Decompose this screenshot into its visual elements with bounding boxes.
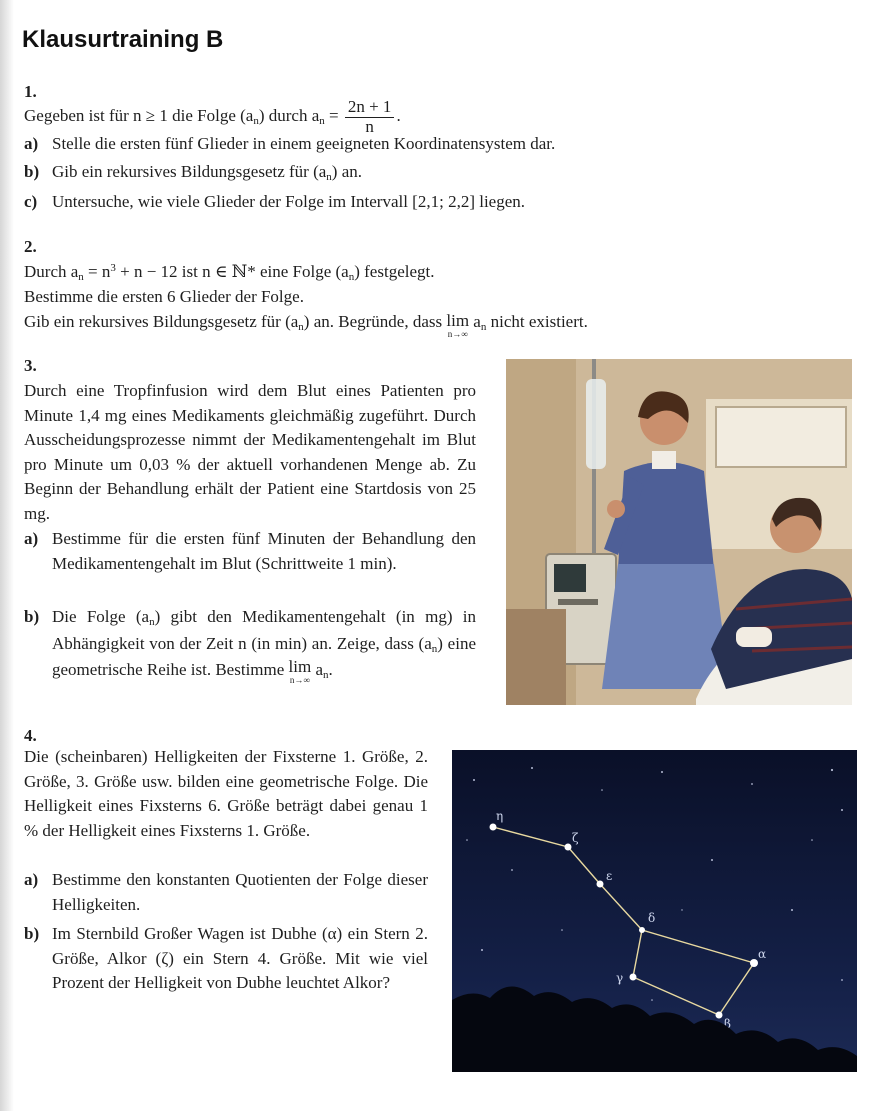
task-2-line-1: Durch an = $n^3 + n - 12$ ist n ∈ ℕ* eine Folge (an) festgelegt. [24,262,435,283]
task-3b: b) Die Folge (an) gibt den Medikamentengehalt (in mg) in Abhängigkeit von der Zeit n (in min) an. Zeige, dass (an) eine geometrische Reihe ist. Bestimme lim n→∞ an. [24,607,476,685]
infusion-photo [506,359,852,705]
label-alpha: α [758,947,767,961]
task-2-number: 2. [24,237,37,256]
task-3-intro: Durch eine Tropfinfusion wird dem Blut eines Patienten pro Minute 1,4 mg eines Medikaments gleichmäßig zugeführt. Durch Ausscheidungsprozesse nimmt der Medikamentengehalt im Blut pro Minute um 0,03 % der aktuell vorhandenen Menge ab. Zu Beginn der Behandlung erhält der Patient eine Startdosis von 25 mg. [24,381,476,523]
star-delta [639,927,645,933]
label-beta: β [724,1017,731,1031]
task-1-intro: Gegeben ist für n ≥ 1 die Folge (an) durch an = $\frac{2n + 1}{n}$ . [24,97,401,136]
star-alpha [750,959,758,967]
scan-edge [0,0,14,1111]
task-1-number: 1. [24,82,37,101]
task-3a: a) Bestimme für die ersten fünf Minuten der Behandlung den Medikamentengehalt im Blut (Schrittweite 1 min). [24,529,476,573]
task-2-line-3: Gib ein rekursives Bildungsgesetz für (an) an. Begründe, dass lim n→∞ an nicht existiert. [24,311,588,339]
star-zeta [565,844,572,851]
limit-symbol: lim n→∞ [446,311,470,339]
star-epsilon [597,881,604,888]
label-epsilon: ε [606,869,613,883]
big-dipper-image [452,750,857,1072]
task-4-number: 4. [24,726,37,745]
star-eta [490,824,497,831]
task-4a: a) Bestimme den konstanten Quotienten der Folge dieser Helligkeiten. [24,870,428,914]
task-4b: b) Im Sternbild Großer Wagen ist Dubhe (α) ein Stern 2. Größe, Alkor (ζ) ein Stern 4. Größe. Mit wie viel Prozent der Helligkeit von Dubhe leuchtet Alkor? [24,924,428,992]
page-title: Klausurtraining B [22,26,224,53]
label-eta: η [496,809,504,823]
star-gamma [630,974,637,981]
task-3-number: 3. [24,356,37,375]
label-zeta: ζ [572,831,579,845]
task-4-intro: Die (scheinbaren) Helligkeiten der Fixsterne 1. Größe, 2. Größe, 3. Größe usw. bilden eine geometrische Folge. Die Helligkeit eines Fixsterns 6. Größe beträgt dabei genau 1 % der Helligkeit eines Fixsterns 1. Größe. [24,747,428,840]
fraction: $\frac{2n + 1}{n}$ [345,98,395,136]
label-gamma: γ [616,971,624,985]
star-beta [716,1012,723,1019]
label-delta: δ [648,911,656,925]
task-2-line-2: Bestimme die ersten 6 Glieder der Folge. [24,287,304,306]
limit-symbol: lim n→∞ [288,657,312,685]
